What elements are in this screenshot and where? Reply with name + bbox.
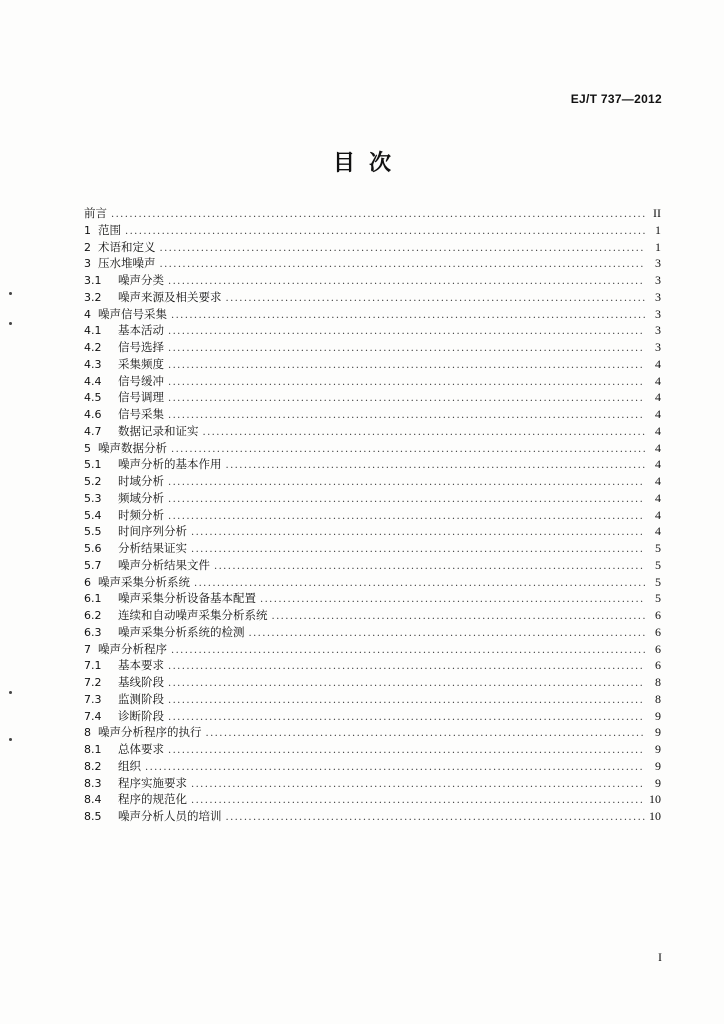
toc-entry-label: 噪声分析的基本作用 <box>118 457 222 472</box>
scan-speck <box>9 738 12 741</box>
toc-entry-page: 9 <box>655 758 661 773</box>
toc-entry-label: 连续和自动噪声采集分析系统 <box>118 608 268 622</box>
toc-entry[interactable] <box>84 289 661 306</box>
toc-entry-page: 4 <box>655 457 661 472</box>
toc-entry-number: 5.1 <box>84 458 102 472</box>
toc-entry-number: 5.7 <box>84 558 102 572</box>
toc-entry-number: 8.1 <box>84 743 102 756</box>
toc-entry[interactable] <box>84 775 661 792</box>
dot-leader <box>226 293 646 304</box>
standard-code: EJ/T 737—2012 <box>570 92 662 106</box>
toc-entry-page: 3 <box>655 289 661 304</box>
toc-entry[interactable] <box>84 373 661 390</box>
toc-entry-number: 7.1 <box>84 659 102 673</box>
dot-leader <box>168 712 645 723</box>
dot-leader <box>168 360 645 371</box>
toc-entry[interactable] <box>84 239 661 256</box>
toc-entry-label: 基本要求 <box>118 658 164 673</box>
dot-leader <box>206 728 646 739</box>
toc-entry-label: 数据记录和证实 <box>118 423 199 438</box>
toc-entry-number: 6.1 <box>84 592 102 606</box>
toc-entry-label: 噪声来源及相关要求 <box>118 289 222 304</box>
toc-entry-label: 诊断阶段 <box>118 708 164 723</box>
toc-entry-page: 9 <box>655 742 661 756</box>
toc-entry-page: 3 <box>655 256 661 271</box>
toc-entry-number: 5.5 <box>84 525 102 539</box>
toc-entry[interactable] <box>84 490 661 507</box>
toc-entry-label: 压水堆噪声 <box>98 256 156 271</box>
toc-entry-page: 6 <box>655 608 661 622</box>
toc-entry[interactable] <box>84 322 661 339</box>
toc-entry[interactable] <box>84 306 661 323</box>
toc-entry-label: 信号调理 <box>118 390 164 405</box>
dot-leader <box>111 209 645 220</box>
toc-entry-number: 7.4 <box>84 709 102 723</box>
toc-entry-page: 9 <box>655 775 661 790</box>
toc-entry-page: 8 <box>655 691 661 706</box>
toc-entry[interactable] <box>84 674 661 691</box>
toc-entry-number: 2 <box>84 240 91 254</box>
toc-entry-label: 信号选择 <box>118 340 164 354</box>
toc-entry[interactable] <box>84 758 661 775</box>
dot-leader <box>125 226 645 237</box>
toc-entry-page: 3 <box>655 340 661 354</box>
dot-leader <box>168 326 645 337</box>
toc-entry-label: 程序的规范化 <box>118 792 187 807</box>
toc-entry-page: 4 <box>655 440 661 455</box>
toc-entry-page: 1 <box>655 239 661 254</box>
toc-entry-number: 6 <box>84 575 91 589</box>
toc-entry-page: 6 <box>655 641 661 656</box>
toc-entry-label: 噪声分析结果文件 <box>118 557 210 572</box>
toc-entry-page: 5 <box>655 574 661 589</box>
toc-entry-number: 3 <box>84 257 91 271</box>
dot-leader <box>226 460 646 471</box>
toc-entry-number: 4.4 <box>84 374 102 388</box>
toc-entry[interactable] <box>84 473 661 490</box>
toc-entry-number: 5.3 <box>84 491 102 505</box>
toc-entry-label: 噪声数据分析 <box>98 440 167 455</box>
dot-leader <box>145 762 645 773</box>
toc-entry[interactable] <box>84 574 661 591</box>
dot-leader <box>191 544 645 555</box>
toc-entry-page: 4 <box>655 407 661 421</box>
toc-entry-page: 10 <box>649 792 661 807</box>
toc-entry-label: 术语和定义 <box>98 239 156 254</box>
toc-entry-page: 1 <box>655 222 661 237</box>
toc-entry-page: 5 <box>655 541 661 555</box>
toc-entry[interactable] <box>84 523 661 540</box>
toc-entry-label: 信号缓冲 <box>118 373 164 388</box>
scan-speck <box>9 691 12 694</box>
toc-entry-number: 8.3 <box>84 776 102 790</box>
toc-entry-page: 8 <box>655 675 661 689</box>
dot-leader <box>168 695 645 706</box>
toc-entry[interactable] <box>84 205 661 222</box>
dot-leader <box>168 276 645 287</box>
toc-entry-label: 噪声采集分析系统的检测 <box>118 624 245 639</box>
toc-entry-label: 噪声采集分析设备基本配置 <box>118 591 256 606</box>
toc-entry[interactable] <box>84 691 661 708</box>
dot-leader <box>168 661 645 672</box>
page-title: 目次 <box>332 151 405 176</box>
toc-entry[interactable] <box>84 222 661 239</box>
dot-leader <box>203 427 646 438</box>
dot-leader <box>160 259 646 270</box>
dot-leader <box>226 812 646 823</box>
toc-entry-number: 5.6 <box>84 542 102 555</box>
toc-entry[interactable] <box>84 440 661 457</box>
toc-entry-label: 时域分析 <box>118 474 164 488</box>
toc-entry[interactable] <box>84 657 661 674</box>
toc-entry-page: 6 <box>655 624 661 639</box>
toc-entry-number: 4.2 <box>84 341 102 354</box>
toc-entry-label: 前言 <box>84 206 107 220</box>
toc-entry[interactable] <box>84 255 661 272</box>
toc-entry-page: 5 <box>655 557 661 572</box>
toc-entry[interactable] <box>84 406 661 423</box>
toc-entry-label: 时间序列分析 <box>118 524 187 539</box>
toc-entry-label: 采集频度 <box>118 356 164 371</box>
toc-entry-page: 4 <box>655 490 661 505</box>
dot-leader <box>214 561 645 572</box>
dot-leader <box>171 310 645 321</box>
toc-entry[interactable] <box>84 724 661 741</box>
toc-entry-number: 8 <box>84 726 91 740</box>
toc-entry-label: 基本活动 <box>118 323 164 338</box>
dot-leader <box>194 578 645 589</box>
toc-entry-number: 4.1 <box>84 324 102 338</box>
toc-entry-label: 噪声分析程序的执行 <box>98 725 202 740</box>
scan-speck <box>9 292 12 295</box>
toc-entry-number: 7 <box>84 642 91 656</box>
toc-entry[interactable] <box>84 590 661 607</box>
dot-leader <box>171 645 645 656</box>
toc-entry-label: 程序实施要求 <box>118 775 187 790</box>
toc-entry-label: 总体要求 <box>118 742 164 756</box>
toc-entry-label: 信号采集 <box>118 407 164 421</box>
toc-entry-number: 3.2 <box>84 290 102 304</box>
toc-entry[interactable] <box>84 741 661 758</box>
toc-entry-number: 1 <box>84 223 91 237</box>
toc-entry-number: 6.3 <box>84 625 102 639</box>
toc-entry-label: 时频分析 <box>118 507 164 522</box>
toc-entry-page: 6 <box>655 658 661 673</box>
toc-entry-label: 频域分析 <box>118 490 164 505</box>
toc-entry[interactable] <box>84 540 661 557</box>
dot-leader <box>191 527 645 538</box>
toc-entry[interactable] <box>84 272 661 289</box>
toc-entry-label: 范围 <box>98 222 121 237</box>
toc-entry-page: 9 <box>655 725 661 740</box>
toc-entry-page: 3 <box>655 273 661 287</box>
toc-entry-number: 6.2 <box>84 609 102 622</box>
toc-entry-number: 4.6 <box>84 408 102 421</box>
toc-entry-number: 8.2 <box>84 759 102 773</box>
toc-entry-number: 5.4 <box>84 508 102 522</box>
toc-entry-page: 3 <box>655 323 661 338</box>
dot-leader <box>168 410 645 421</box>
toc-entry-number: 4.3 <box>84 357 102 371</box>
toc-entry-page: 4 <box>655 373 661 388</box>
toc-entry[interactable] <box>84 808 661 825</box>
toc-entry[interactable] <box>84 557 661 574</box>
toc-entry[interactable] <box>84 791 661 808</box>
toc-entry[interactable] <box>84 356 661 373</box>
toc-entry-label: 噪声采集分析系统 <box>98 574 190 589</box>
dot-leader <box>168 678 645 689</box>
page-number: I <box>658 950 662 964</box>
toc-entry-number: 8.4 <box>84 793 102 807</box>
toc-entry[interactable] <box>84 507 661 524</box>
dot-leader <box>160 243 646 254</box>
toc-entry[interactable] <box>84 607 661 624</box>
toc-entry-page: 4 <box>655 507 661 522</box>
toc-entry[interactable] <box>84 641 661 658</box>
toc-entry-page: 4 <box>655 524 661 539</box>
dot-leader <box>168 343 645 354</box>
toc-entry-number: 5 <box>84 441 91 455</box>
toc-entry[interactable] <box>84 389 661 406</box>
toc-entry-page: 4 <box>655 356 661 371</box>
toc-entry-label: 噪声分类 <box>118 273 164 287</box>
toc-entry-label: 噪声分析程序 <box>98 641 167 656</box>
toc-entry-number: 3.1 <box>84 274 102 287</box>
toc-entry-label: 噪声信号采集 <box>98 306 167 321</box>
toc-entry-number: 5.2 <box>84 475 102 488</box>
toc-entry-label: 组织 <box>118 758 141 773</box>
table-of-contents <box>84 205 661 825</box>
dot-leader <box>168 494 645 505</box>
toc-entry-label: 监测阶段 <box>118 691 164 706</box>
dot-leader <box>168 377 645 388</box>
dot-leader <box>168 511 645 522</box>
dot-leader <box>191 795 645 806</box>
dot-leader <box>260 594 645 605</box>
toc-entry-page: 4 <box>655 474 661 488</box>
toc-entry-number: 7.2 <box>84 676 102 689</box>
toc-entry-number: 4.5 <box>84 391 102 405</box>
dot-leader <box>168 745 645 756</box>
toc-entry-page: 5 <box>655 591 661 606</box>
scan-speck <box>9 322 12 325</box>
toc-entry-page: 10 <box>649 809 661 823</box>
toc-entry[interactable] <box>84 708 661 725</box>
toc-entry[interactable] <box>84 423 661 440</box>
toc-entry-page: 9 <box>655 708 661 723</box>
dot-leader <box>168 393 645 404</box>
toc-entry-label: 基线阶段 <box>118 675 164 689</box>
toc-entry-label: 噪声分析人员的培训 <box>118 809 222 823</box>
toc-entry[interactable] <box>84 339 661 356</box>
dot-leader <box>249 628 646 639</box>
toc-entry[interactable] <box>84 456 661 473</box>
dot-leader <box>272 611 646 622</box>
toc-entry-page: II <box>653 206 661 220</box>
toc-entry-number: 4 <box>84 307 91 321</box>
toc-entry-number: 7.3 <box>84 692 102 706</box>
toc-entry-number: 4.7 <box>84 424 102 438</box>
toc-entry-label: 分析结果证实 <box>118 541 187 555</box>
toc-entry-page: 4 <box>655 423 661 438</box>
dot-leader <box>168 477 645 488</box>
toc-entry-page: 4 <box>655 390 661 405</box>
dot-leader <box>191 779 645 790</box>
toc-entry[interactable] <box>84 624 661 641</box>
toc-entry-number: 8.5 <box>84 810 102 823</box>
toc-entry-page: 3 <box>655 306 661 321</box>
dot-leader <box>171 444 645 455</box>
